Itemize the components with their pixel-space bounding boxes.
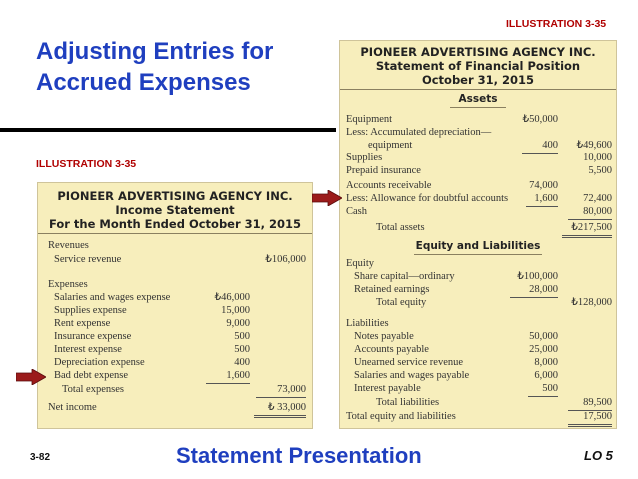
- sfp-row-share-capital: [340, 270, 616, 284]
- is-row-service-revenue: [38, 253, 312, 267]
- total-eq-liab-label: Total equity and liabilities: [346, 411, 456, 422]
- expense-label: Supplies expense: [54, 305, 127, 316]
- liability-row: [340, 330, 616, 344]
- expense-row: [38, 317, 312, 331]
- expense-value: 1,600: [206, 369, 250, 384]
- cash-label: Cash: [346, 206, 367, 217]
- is-period: For the Month Ended October 31, 2015: [48, 217, 302, 231]
- arrow-right-icon: [312, 190, 342, 206]
- expense-row: [38, 343, 312, 357]
- equipment-value: ₺50,000: [522, 114, 558, 125]
- arrow-right-icon: [16, 369, 46, 385]
- liability-value: 8,000: [534, 357, 558, 368]
- expenses-label: Expenses: [48, 279, 88, 290]
- supplies-value: 10,000: [583, 152, 612, 163]
- accum-dep-equipment-label: equipment: [368, 140, 413, 151]
- sfp-row-cash: [340, 205, 616, 219]
- liability-value: 500: [528, 382, 558, 397]
- retained-value: 28,000: [510, 283, 558, 298]
- expense-value: 15,000: [221, 305, 250, 316]
- total-assets-label: Total assets: [376, 222, 425, 233]
- is-row-expenses: [38, 278, 312, 292]
- allowance-value: 1,600: [526, 192, 558, 207]
- total-equity-label: Total equity: [376, 297, 427, 308]
- is-company: PIONEER ADVERTISING AGENCY INC.: [57, 189, 293, 203]
- cash-value: 80,000: [568, 205, 612, 220]
- sfp-row-supplies: [340, 151, 616, 165]
- liabilities-label: Liabilities: [346, 318, 389, 329]
- net-income-value: ₺ 33,000: [254, 401, 306, 418]
- sfp-header-divider: [340, 89, 616, 90]
- financial-position-panel: [339, 40, 617, 429]
- accum-dep-label: Less: Accumulated depreciation—: [346, 127, 492, 138]
- prepaid-label: Prepaid insurance: [346, 165, 421, 176]
- total-expenses-label: Total expenses: [62, 384, 124, 395]
- accum-dep-value: 400: [522, 139, 558, 154]
- net-income-label: Net income: [48, 402, 97, 413]
- sfp-row-retained: [340, 283, 616, 297]
- liability-label: Accounts payable: [354, 344, 429, 355]
- equipment-label: Equipment: [346, 114, 393, 125]
- assets-heading: Assets: [458, 93, 498, 105]
- sfp-row-equity: [340, 257, 616, 271]
- is-row-total-expenses: [38, 383, 312, 397]
- liability-label: Interest payable: [354, 383, 421, 394]
- section-title: Statement Presentation: [176, 443, 422, 468]
- liability-label: Unearned service revenue: [354, 357, 464, 368]
- income-statement-panel: [37, 182, 313, 429]
- expense-label: Depreciation expense: [54, 357, 145, 368]
- slide-title-line2: Accrued Expenses: [36, 69, 251, 96]
- liability-value: 25,000: [529, 344, 558, 355]
- sfp-row-equipment: [340, 113, 616, 127]
- eq-liab-heading: Equity and Liabilities: [415, 240, 541, 252]
- is-row-revenues: [38, 239, 312, 253]
- expense-row-bad-debt: [38, 369, 312, 383]
- slide-title: [36, 36, 273, 98]
- expense-value: 9,000: [226, 318, 250, 329]
- expense-label: Salaries and wages expense: [54, 292, 171, 303]
- expense-row: [38, 330, 312, 344]
- prepaid-value: 5,500: [588, 165, 612, 176]
- retained-label: Retained earnings: [354, 284, 430, 295]
- is-header-divider: [38, 233, 312, 234]
- expense-label: Insurance expense: [54, 331, 132, 342]
- sfp-row-ar: [340, 179, 616, 193]
- sfp-row-total-equity: [340, 296, 616, 310]
- share-capital-label: Share capital—ordinary: [354, 271, 455, 282]
- sfp-row-allowance: [340, 192, 616, 206]
- service-revenue-label: Service revenue: [54, 254, 122, 265]
- liability-value: 6,000: [534, 370, 558, 381]
- allowance-label: Less: Allowance for doubtful accounts: [346, 193, 509, 204]
- liability-row: [340, 356, 616, 370]
- expense-label: Bad debt expense: [54, 370, 129, 381]
- liability-label: Notes payable: [354, 331, 414, 342]
- sfp-name: Statement of Financial Position: [375, 59, 581, 73]
- equity-label: Equity: [346, 258, 374, 269]
- liability-row: [340, 343, 616, 357]
- expense-label: Rent expense: [54, 318, 111, 329]
- liability-value: 50,000: [529, 331, 558, 342]
- sfp-row-total-assets: [340, 221, 616, 235]
- eq-liab-heading-underline: [414, 254, 542, 255]
- expense-row: [38, 304, 312, 318]
- title-rule: [0, 128, 336, 132]
- learning-objective: LO 5: [584, 448, 613, 463]
- expense-label: Interest expense: [54, 344, 122, 355]
- liability-row: [340, 369, 616, 383]
- illustration-label-top: ILLUSTRATION 3-35: [506, 18, 607, 30]
- sfp-row-prepaid: [340, 164, 616, 178]
- assets-heading-underline: [450, 107, 506, 108]
- net-equipment-value: ₺49,600: [576, 140, 612, 151]
- sfp-row-accum-dep: [340, 126, 616, 140]
- liability-label: Salaries and wages payable: [354, 370, 470, 381]
- total-assets-value: ₺217,500: [562, 221, 612, 238]
- sfp-date: October 31, 2015: [421, 73, 535, 87]
- sfp-row-total-eq-liab: [340, 410, 616, 424]
- total-equity-value: ₺128,000: [571, 297, 612, 308]
- net-ar-value: 72,400: [583, 193, 612, 204]
- sfp-row-liabilities: [340, 317, 616, 331]
- expense-value: 500: [234, 344, 250, 355]
- illustration-label-left: ILLUSTRATION 3-35: [36, 158, 137, 170]
- sfp-company: PIONEER ADVERTISING AGENCY INC.: [360, 45, 596, 59]
- total-expenses-value: 73,000: [256, 383, 306, 398]
- slide-title-line1: Adjusting Entries for: [36, 38, 274, 65]
- service-revenue-value: ₺106,000: [265, 254, 306, 265]
- expense-value: 400: [234, 357, 250, 368]
- sfp-row-total-liabilities: [340, 396, 616, 410]
- expense-value: 500: [234, 331, 250, 342]
- total-liabilities-value: 89,500: [568, 396, 612, 411]
- share-capital-value: ₺100,000: [517, 271, 558, 282]
- expense-row: [38, 356, 312, 370]
- is-name: Income Statement: [115, 203, 235, 217]
- ar-label: Accounts receivable: [346, 180, 432, 191]
- ar-value: 74,000: [529, 180, 558, 191]
- total-eq-liab-value: 17,500: [568, 410, 612, 427]
- expense-row: [38, 291, 312, 305]
- revenues-label: Revenues: [48, 240, 89, 251]
- liability-row: [340, 382, 616, 396]
- expense-value: ₺46,000: [214, 292, 250, 303]
- supplies-label: Supplies: [346, 152, 383, 163]
- total-liabilities-label: Total liabilities: [376, 397, 440, 408]
- slide-number: 3-82: [30, 452, 51, 463]
- is-row-net-income: [38, 401, 312, 415]
